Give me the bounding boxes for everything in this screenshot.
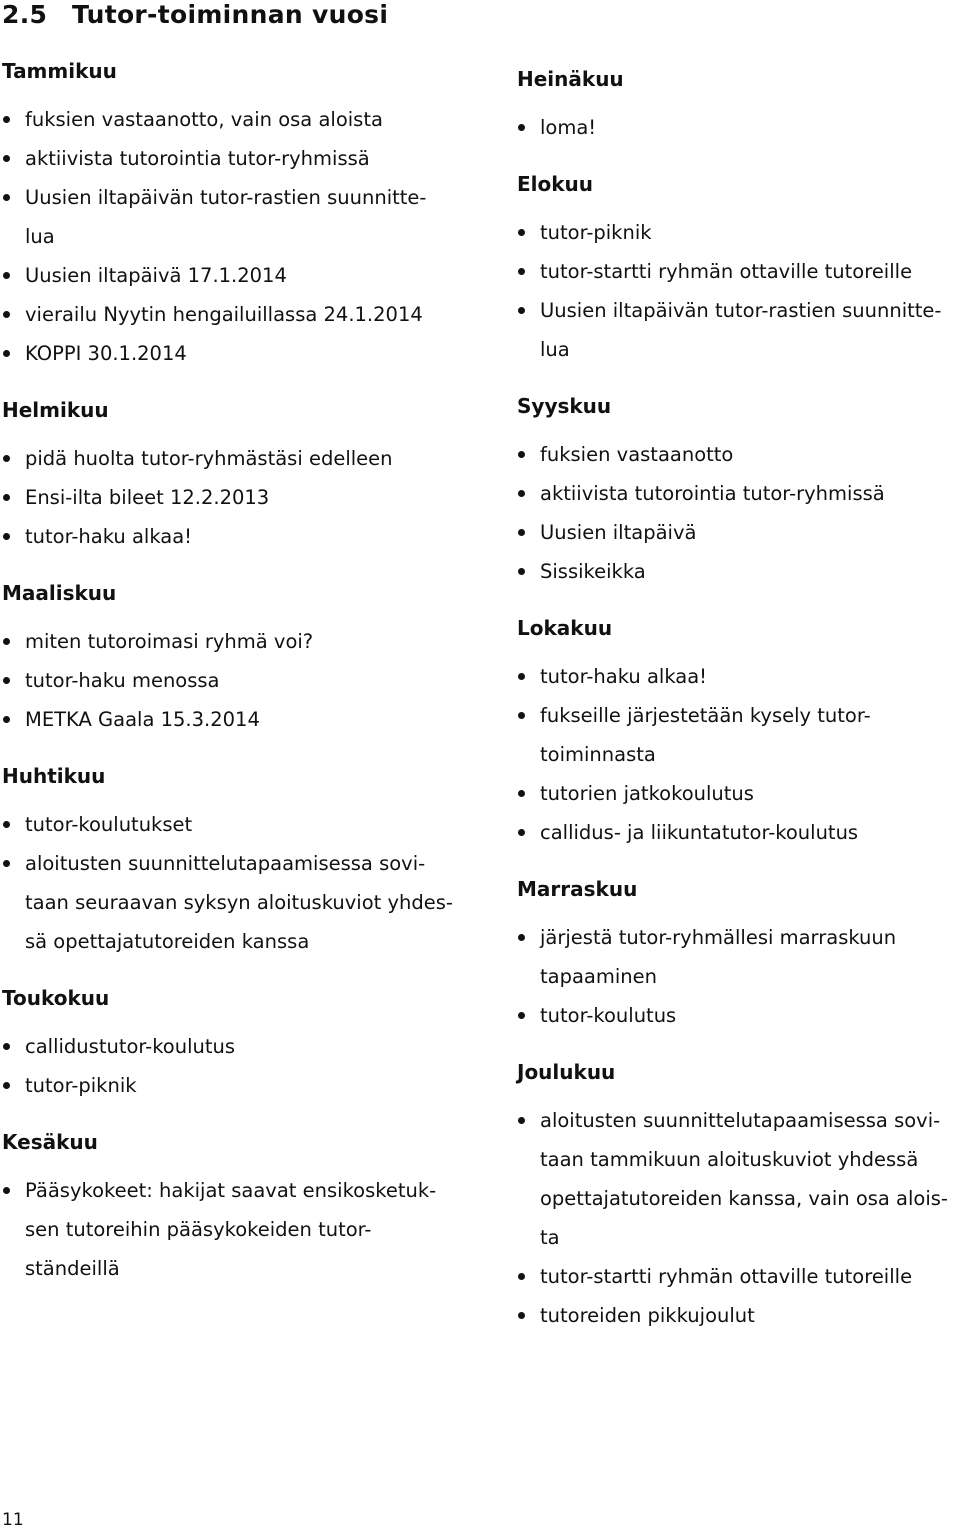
list-item: Uusien iltapäivän tutor-rastien suunnitte- lua xyxy=(517,291,957,369)
month-heading: Tammikuu xyxy=(2,59,117,83)
list-item: Uusien iltapäivä 17.1.2014 xyxy=(2,256,472,295)
month-item-list xyxy=(2,439,472,556)
list-item: tutor-piknik xyxy=(517,213,957,252)
left-column xyxy=(2,58,472,1312)
month-item-list xyxy=(2,1171,472,1288)
list-item: aloitusten suunnittelutapaamisessa sovi- taan tammikuun aloituskuviot yhdessä opettajatutoreiden kanssa, vain osa alois- ta xyxy=(517,1101,957,1257)
month-section xyxy=(2,580,472,739)
month-section xyxy=(517,171,957,369)
month-section xyxy=(2,1129,472,1288)
list-item: Pääsykokeet: hakijat saavat ensikosketuk- sen tutoreihin pääsykokeiden tutor- ständeillä xyxy=(2,1171,472,1288)
list-item: tutor-haku alkaa! xyxy=(2,517,472,556)
page-title xyxy=(2,0,388,30)
list-item: Uusien iltapäivän tutor-rastien suunnitte- lua xyxy=(2,178,472,256)
month-heading: Heinäkuu xyxy=(517,67,624,91)
list-item: vierailu Nyytin hengailuillassa 24.1.2014 xyxy=(2,295,472,334)
month-section xyxy=(517,393,957,591)
month-heading: Helmikuu xyxy=(2,398,109,422)
month-item-list xyxy=(517,1101,957,1335)
month-item-list xyxy=(2,100,472,373)
month-heading: Maaliskuu xyxy=(2,581,117,605)
month-section xyxy=(2,397,472,556)
month-item-list xyxy=(517,918,957,1035)
month-section xyxy=(517,615,957,852)
month-heading: Marraskuu xyxy=(517,877,638,901)
list-item: tutor-koulutukset xyxy=(2,805,472,844)
month-section xyxy=(2,985,472,1105)
list-item: KOPPI 30.1.2014 xyxy=(2,334,472,373)
list-item: Uusien iltapäivä xyxy=(517,513,957,552)
list-item: aktiivista tutorointia tutor-ryhmissä xyxy=(517,474,957,513)
month-item-list xyxy=(517,435,957,591)
month-section xyxy=(2,763,472,961)
month-item-list xyxy=(517,213,957,369)
list-item: METKA Gaala 15.3.2014 xyxy=(2,700,472,739)
month-section xyxy=(517,1059,957,1335)
month-heading: Elokuu xyxy=(517,172,594,196)
list-item: Sissikeikka xyxy=(517,552,957,591)
section-number: 2.5 xyxy=(2,0,48,29)
list-item: loma! xyxy=(517,108,957,147)
list-item: fuksien vastaanotto xyxy=(517,435,957,474)
month-item-list xyxy=(2,622,472,739)
list-item: callidustutor-koulutus xyxy=(2,1027,472,1066)
list-item: aktiivista tutorointia tutor-ryhmissä xyxy=(2,139,472,178)
right-column xyxy=(517,66,957,1359)
month-section xyxy=(517,876,957,1035)
month-heading: Kesäkuu xyxy=(2,1130,98,1154)
list-item: tutor-koulutus xyxy=(517,996,957,1035)
month-item-list xyxy=(517,657,957,852)
list-item: pidä huolta tutor-ryhmästäsi edelleen xyxy=(2,439,472,478)
list-item: miten tutoroimasi ryhmä voi? xyxy=(2,622,472,661)
month-item-list xyxy=(517,108,957,147)
month-heading: Joulukuu xyxy=(517,1060,616,1084)
month-heading: Toukokuu xyxy=(2,986,110,1010)
month-heading: Syyskuu xyxy=(517,394,612,418)
list-item: aloitusten suunnittelutapaamisessa sovi- taan seuraavan syksyn aloituskuviot yhdes- sä opettajatutoreiden kanssa xyxy=(2,844,472,961)
list-item: fuksien vastaanotto, vain osa aloista xyxy=(2,100,472,139)
month-heading: Lokakuu xyxy=(517,616,613,640)
list-item: callidus- ja liikuntatutor-koulutus xyxy=(517,813,957,852)
page-number: 11 xyxy=(2,1510,24,1530)
list-item: järjestä tutor-ryhmällesi marraskuun tapaaminen xyxy=(517,918,957,996)
list-item: tutorien jatkokoulutus xyxy=(517,774,957,813)
month-item-list xyxy=(2,1027,472,1105)
list-item: tutor-haku menossa xyxy=(2,661,472,700)
list-item: tutoreiden pikkujoulut xyxy=(517,1296,957,1335)
month-section xyxy=(2,58,472,373)
list-item: tutor-piknik xyxy=(2,1066,472,1105)
month-section xyxy=(517,66,957,147)
list-item: tutor-startti ryhmän ottaville tutoreille xyxy=(517,1257,957,1296)
month-item-list xyxy=(2,805,472,961)
section-title: Tutor-toiminnan vuosi xyxy=(72,0,389,29)
list-item: Ensi-ilta bileet 12.2.2013 xyxy=(2,478,472,517)
list-item: tutor-haku alkaa! xyxy=(517,657,957,696)
list-item: tutor-startti ryhmän ottaville tutoreille xyxy=(517,252,957,291)
list-item: fukseille järjestetään kysely tutor- toiminnasta xyxy=(517,696,957,774)
month-heading: Huhtikuu xyxy=(2,764,106,788)
